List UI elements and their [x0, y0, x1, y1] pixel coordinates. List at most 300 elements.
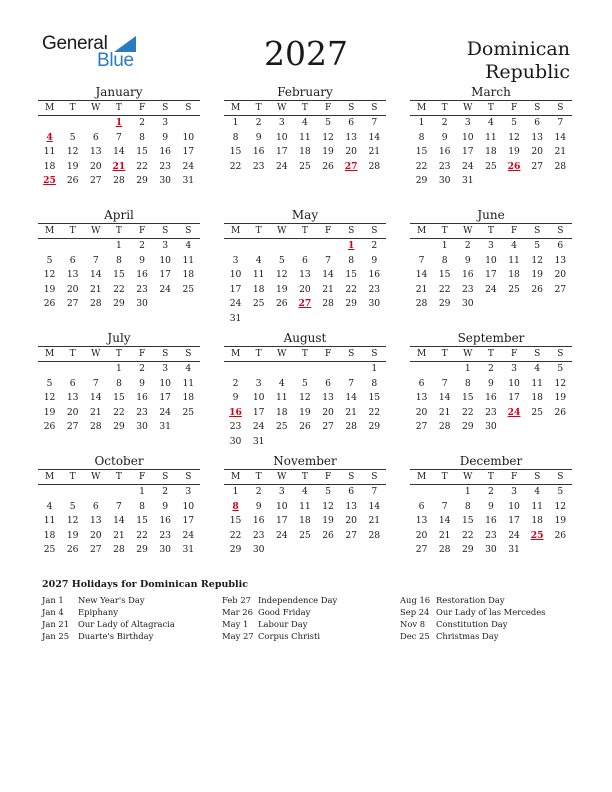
day-cell: 6 [92, 131, 99, 143]
day-cell: 12 [43, 269, 56, 281]
empty-day-cell [38, 116, 61, 131]
day-cell: 31 [159, 421, 172, 433]
day-cell: 12 [66, 146, 79, 158]
weekday-label: W [463, 349, 473, 359]
day-cell: 19 [275, 283, 288, 295]
day-cell: 25 [299, 529, 311, 541]
day-cell: 17 [275, 515, 288, 527]
day-cell: 1 [232, 117, 239, 128]
day-cell: 24 [508, 529, 520, 541]
holiday-day-cell: 27 [298, 298, 312, 310]
day-cell: 24 [252, 421, 265, 433]
weekday-label: M [44, 472, 55, 482]
day-cell: 26 [43, 298, 56, 310]
week-row [224, 254, 386, 269]
day-cell: 11 [508, 254, 520, 266]
day-cell: 30 [252, 544, 265, 556]
day-cell: 14 [554, 131, 567, 143]
weekday-label: M [416, 349, 427, 359]
day-cell: 1 [418, 117, 425, 128]
week-row [38, 529, 200, 544]
month-calendar [410, 331, 572, 435]
week-row [410, 268, 572, 283]
day-cell: 29 [113, 298, 125, 310]
weekday-label: T [115, 103, 122, 113]
weekday-label: T [441, 472, 448, 482]
page-title-year: 2027 [264, 34, 348, 73]
day-cell: 3 [255, 377, 262, 389]
logo-general-text: General [42, 33, 108, 54]
week-row [224, 514, 386, 529]
weekday-label: T [487, 103, 494, 113]
day-cell: 16 [368, 269, 381, 281]
day-cell: 30 [485, 544, 497, 556]
day-cell: 6 [302, 254, 308, 266]
empty-day-cell [340, 543, 363, 558]
weekday-label: S [371, 349, 378, 359]
day-cell: 16 [136, 269, 148, 281]
empty-day-cell [410, 239, 433, 254]
empty-day-cell [154, 297, 177, 312]
day-cell: 22 [113, 283, 125, 295]
day-cell: 13 [89, 515, 102, 527]
day-cell: 29 [368, 421, 381, 433]
day-cell: 9 [488, 500, 494, 512]
day-cell: 10 [275, 500, 288, 512]
day-cell: 15 [461, 392, 474, 404]
day-cell: 15 [368, 392, 381, 404]
weekday-label: T [115, 472, 122, 482]
day-cell: 1 [232, 486, 239, 497]
week-row [410, 543, 572, 558]
day-cell: 14 [345, 392, 358, 404]
day-cell: 29 [438, 298, 451, 310]
weekday-header [410, 100, 572, 116]
day-cell: 28 [322, 298, 334, 310]
day-cell: 9 [162, 500, 169, 512]
day-cell: 29 [113, 421, 125, 433]
day-cell: 25 [299, 160, 311, 172]
day-cell: 6 [325, 377, 331, 389]
day-cell: 27 [531, 160, 544, 172]
day-cell: 21 [322, 283, 334, 295]
day-cell: 15 [136, 515, 148, 527]
week-row [224, 377, 386, 392]
day-cell: 15 [136, 146, 148, 158]
week-row [38, 160, 200, 175]
country-name-line2: Republic [485, 61, 570, 83]
day-cell: 12 [531, 254, 544, 266]
weekday-label: S [557, 103, 564, 113]
day-cell: 11 [299, 131, 311, 143]
day-cell: 17 [229, 283, 242, 295]
day-cell: 3 [162, 117, 169, 128]
day-cell: 15 [113, 269, 125, 281]
weekday-label: W [277, 472, 287, 482]
empty-day-cell [177, 116, 200, 131]
day-cell: 27 [66, 298, 79, 310]
holiday-day-cell: 27 [344, 160, 358, 172]
week-row [224, 131, 386, 146]
holidays-title: 2027 Holidays for Dominican Republic [42, 579, 249, 590]
holiday-date: Nov 8 [400, 619, 426, 630]
day-cell: 2 [139, 363, 145, 374]
day-cell: 17 [508, 515, 520, 527]
day-cell: 16 [252, 146, 265, 158]
holiday-date: Jan 1 [42, 595, 64, 605]
weekday-label: T [255, 103, 262, 113]
weekday-label: F [138, 349, 146, 359]
empty-day-cell [61, 116, 84, 131]
empty-day-cell [61, 239, 84, 254]
day-cell: 23 [136, 406, 148, 418]
day-cell: 31 [252, 435, 265, 447]
week-row [410, 254, 572, 269]
holiday-date: Sep 24 [400, 607, 430, 618]
day-cell: 21 [554, 146, 567, 158]
day-cell: 4 [534, 363, 541, 374]
week-row [38, 283, 200, 298]
day-cell: 10 [182, 500, 195, 512]
weekday-label: T [301, 226, 308, 236]
day-cell: 7 [418, 254, 425, 266]
holiday-name: Our Lady of Altagracia [78, 619, 175, 630]
day-cell: 10 [275, 131, 288, 143]
day-cell: 23 [159, 529, 172, 541]
weekday-label: S [185, 472, 192, 482]
day-cell: 18 [252, 283, 265, 295]
day-cell: 24 [275, 160, 288, 172]
weekday-label: W [463, 103, 473, 113]
weekday-label: W [463, 226, 473, 236]
empty-day-cell [363, 312, 386, 327]
day-cell: 2 [232, 377, 239, 389]
empty-day-cell [224, 362, 247, 377]
empty-day-cell [433, 362, 456, 377]
week-row [224, 362, 386, 377]
day-cell: 8 [371, 377, 378, 389]
day-cell: 10 [508, 377, 520, 389]
day-cell: 24 [182, 529, 195, 541]
day-cell: 9 [441, 131, 448, 143]
day-cell: 22 [415, 160, 428, 172]
day-cell: 6 [69, 377, 76, 389]
empty-day-cell [340, 362, 363, 377]
empty-day-cell [479, 297, 502, 312]
weekday-label: S [557, 226, 564, 236]
weekday-label: T [487, 472, 494, 482]
weekday-label: T [487, 349, 494, 359]
day-cell: 15 [438, 269, 451, 281]
day-cell: 3 [464, 117, 471, 128]
weekday-label: M [230, 472, 241, 482]
day-cell: 17 [182, 146, 195, 158]
day-cell: 14 [89, 392, 102, 404]
day-cell: 12 [43, 392, 56, 404]
weekday-label: W [277, 226, 287, 236]
day-cell: 20 [89, 529, 102, 541]
day-cell: 11 [43, 515, 56, 527]
empty-day-cell [317, 435, 340, 450]
week-row [224, 500, 386, 515]
day-cell: 1 [371, 363, 378, 374]
day-cell: 23 [159, 160, 172, 172]
day-cell: 23 [368, 283, 381, 295]
empty-day-cell [270, 312, 293, 327]
weekday-label: T [441, 103, 448, 113]
holiday-name: Good Friday [258, 607, 311, 618]
day-cell: 20 [415, 529, 428, 541]
day-cell: 3 [232, 254, 239, 266]
week-row [224, 116, 386, 131]
empty-day-cell [549, 297, 572, 312]
day-cell: 20 [415, 406, 428, 418]
day-cell: 8 [139, 500, 145, 512]
weekday-label: T [69, 103, 76, 113]
month-title: September [457, 331, 525, 345]
day-cell: 7 [441, 500, 448, 512]
month-calendar [224, 331, 386, 450]
day-cell: 20 [66, 406, 79, 418]
day-cell: 13 [322, 392, 334, 404]
week-row [410, 406, 572, 421]
day-cell: 25 [182, 406, 195, 418]
week-row [410, 160, 572, 175]
weekday-label: M [44, 103, 55, 113]
day-cell: 11 [531, 377, 544, 389]
weekday-label: W [91, 349, 101, 359]
day-cell: 19 [508, 146, 520, 158]
weekday-label: F [324, 472, 332, 482]
empty-day-cell [363, 543, 386, 558]
holiday-row [400, 606, 545, 618]
day-cell: 26 [66, 175, 79, 187]
month-title: June [477, 208, 505, 222]
day-cell: 3 [511, 363, 517, 374]
day-cell: 2 [371, 240, 378, 251]
day-cell: 4 [534, 486, 541, 497]
day-cell: 13 [554, 254, 567, 266]
weekday-label: T [69, 472, 76, 482]
empty-day-cell [293, 435, 316, 450]
day-cell: 31 [461, 175, 474, 187]
weekday-label: W [91, 103, 101, 113]
day-cell: 16 [461, 269, 474, 281]
empty-day-cell [549, 174, 572, 189]
day-cell: 17 [182, 515, 195, 527]
day-cell: 7 [441, 377, 448, 389]
day-cell: 25 [508, 283, 520, 295]
day-cell: 23 [461, 283, 474, 295]
day-cell: 16 [485, 515, 497, 527]
empty-day-cell [549, 420, 572, 435]
weekday-label: M [230, 103, 241, 113]
day-cell: 13 [531, 131, 544, 143]
day-cell: 17 [508, 392, 520, 404]
empty-day-cell [84, 362, 107, 377]
holiday-row [400, 594, 545, 606]
day-cell: 16 [136, 392, 148, 404]
day-cell: 23 [136, 283, 148, 295]
week-row [38, 131, 200, 146]
week-row [38, 420, 200, 435]
day-cell: 28 [438, 544, 451, 556]
day-cell: 12 [554, 377, 567, 389]
day-cell: 24 [229, 298, 242, 310]
holiday-row [400, 618, 545, 630]
weekday-label: S [534, 226, 541, 236]
day-cell: 15 [229, 515, 242, 527]
holiday-day-cell: 25 [530, 529, 544, 541]
weekday-label: M [44, 226, 55, 236]
day-cell: 12 [508, 131, 520, 143]
weekday-header [410, 346, 572, 362]
day-cell: 21 [89, 283, 102, 295]
empty-day-cell [247, 362, 270, 377]
day-cell: 14 [89, 269, 102, 281]
day-cell: 21 [438, 406, 451, 418]
holiday-name: Duarte's Birthday [78, 631, 154, 642]
day-cell: 3 [511, 486, 517, 497]
day-cell: 27 [89, 544, 102, 556]
day-cell: 3 [488, 240, 494, 251]
day-cell: 24 [159, 283, 172, 295]
weekday-label: M [230, 226, 241, 236]
weekday-label: S [162, 349, 169, 359]
holiday-date: Dec 25 [400, 631, 430, 642]
empty-day-cell [293, 362, 316, 377]
weekday-label: S [185, 349, 192, 359]
day-cell: 8 [139, 131, 145, 143]
weekday-label: M [230, 349, 241, 359]
weekday-header [38, 469, 200, 485]
week-row [224, 268, 386, 283]
weekday-label: F [510, 103, 518, 113]
day-cell: 14 [322, 269, 334, 281]
empty-day-cell [526, 420, 549, 435]
day-cell: 10 [159, 254, 172, 266]
weekday-label: F [138, 226, 146, 236]
holiday-row [42, 606, 175, 618]
weekday-label: S [348, 226, 355, 236]
day-cell: 20 [299, 283, 311, 295]
week-row [38, 500, 200, 515]
day-cell: 2 [441, 117, 448, 128]
day-cell: 5 [69, 500, 76, 512]
week-row [38, 116, 200, 131]
day-cell: 21 [368, 146, 381, 158]
day-cell: 11 [531, 500, 544, 512]
day-cell: 2 [488, 486, 494, 497]
holiday-date: May 27 [222, 631, 254, 642]
week-row [224, 391, 386, 406]
day-cell: 23 [485, 529, 497, 541]
day-cell: 3 [278, 486, 285, 497]
weekday-header [410, 223, 572, 239]
empty-day-cell [107, 485, 130, 500]
day-cell: 6 [534, 117, 541, 128]
holiday-day-cell: 16 [229, 406, 242, 418]
day-cell: 7 [371, 117, 378, 128]
week-row [410, 239, 572, 254]
day-cell: 23 [229, 421, 242, 433]
day-cell: 31 [182, 544, 195, 556]
day-cell: 28 [438, 421, 451, 433]
week-row [38, 254, 200, 269]
day-cell: 5 [69, 131, 76, 143]
day-cell: 10 [252, 392, 265, 404]
day-cell: 18 [43, 160, 56, 172]
day-cell: 30 [159, 175, 172, 187]
day-cell: 27 [322, 421, 334, 433]
day-cell: 26 [275, 298, 288, 310]
day-cell: 12 [322, 500, 334, 512]
empty-day-cell [549, 543, 572, 558]
day-cell: 28 [415, 298, 428, 310]
day-cell: 6 [418, 377, 425, 389]
week-row [224, 239, 386, 254]
weekday-label: T [69, 226, 76, 236]
month-calendar [38, 331, 200, 435]
day-cell: 29 [461, 421, 474, 433]
weekday-label: T [441, 349, 448, 359]
day-cell: 8 [464, 500, 471, 512]
day-cell: 10 [159, 377, 172, 389]
day-cell: 8 [441, 254, 448, 266]
day-cell: 20 [322, 406, 334, 418]
weekday-label: S [371, 103, 378, 113]
day-cell: 14 [368, 500, 381, 512]
day-cell: 24 [159, 406, 172, 418]
weekday-label: T [301, 103, 308, 113]
empty-day-cell [410, 485, 433, 500]
weekday-label: S [557, 472, 564, 482]
day-cell: 30 [159, 544, 172, 556]
empty-day-cell [177, 420, 200, 435]
day-cell: 15 [229, 146, 242, 158]
weekday-header [38, 100, 200, 116]
month-calendar [38, 208, 200, 312]
day-cell: 6 [418, 500, 425, 512]
day-cell: 14 [368, 131, 381, 143]
month-calendar [38, 454, 200, 558]
day-cell: 7 [348, 377, 355, 389]
week-row [38, 377, 200, 392]
holiday-name: Independence Day [258, 595, 338, 605]
weekday-label: S [162, 472, 169, 482]
day-cell: 3 [162, 363, 169, 374]
week-row [38, 268, 200, 283]
weekday-header [224, 469, 386, 485]
weekday-label: F [510, 226, 518, 236]
week-row [38, 297, 200, 312]
day-cell: 18 [531, 515, 544, 527]
empty-day-cell [270, 239, 293, 254]
day-cell: 18 [182, 269, 195, 281]
day-cell: 28 [113, 544, 125, 556]
holiday-date: Jan 4 [42, 607, 64, 618]
day-cell: 28 [368, 160, 381, 172]
day-cell: 5 [534, 240, 541, 251]
empty-day-cell [317, 312, 340, 327]
weekday-label: S [348, 472, 355, 482]
day-cell: 13 [66, 392, 79, 404]
weekday-header [224, 346, 386, 362]
day-cell: 28 [345, 421, 358, 433]
day-cell: 27 [66, 421, 79, 433]
day-cell: 29 [136, 544, 148, 556]
day-cell: 16 [438, 146, 451, 158]
